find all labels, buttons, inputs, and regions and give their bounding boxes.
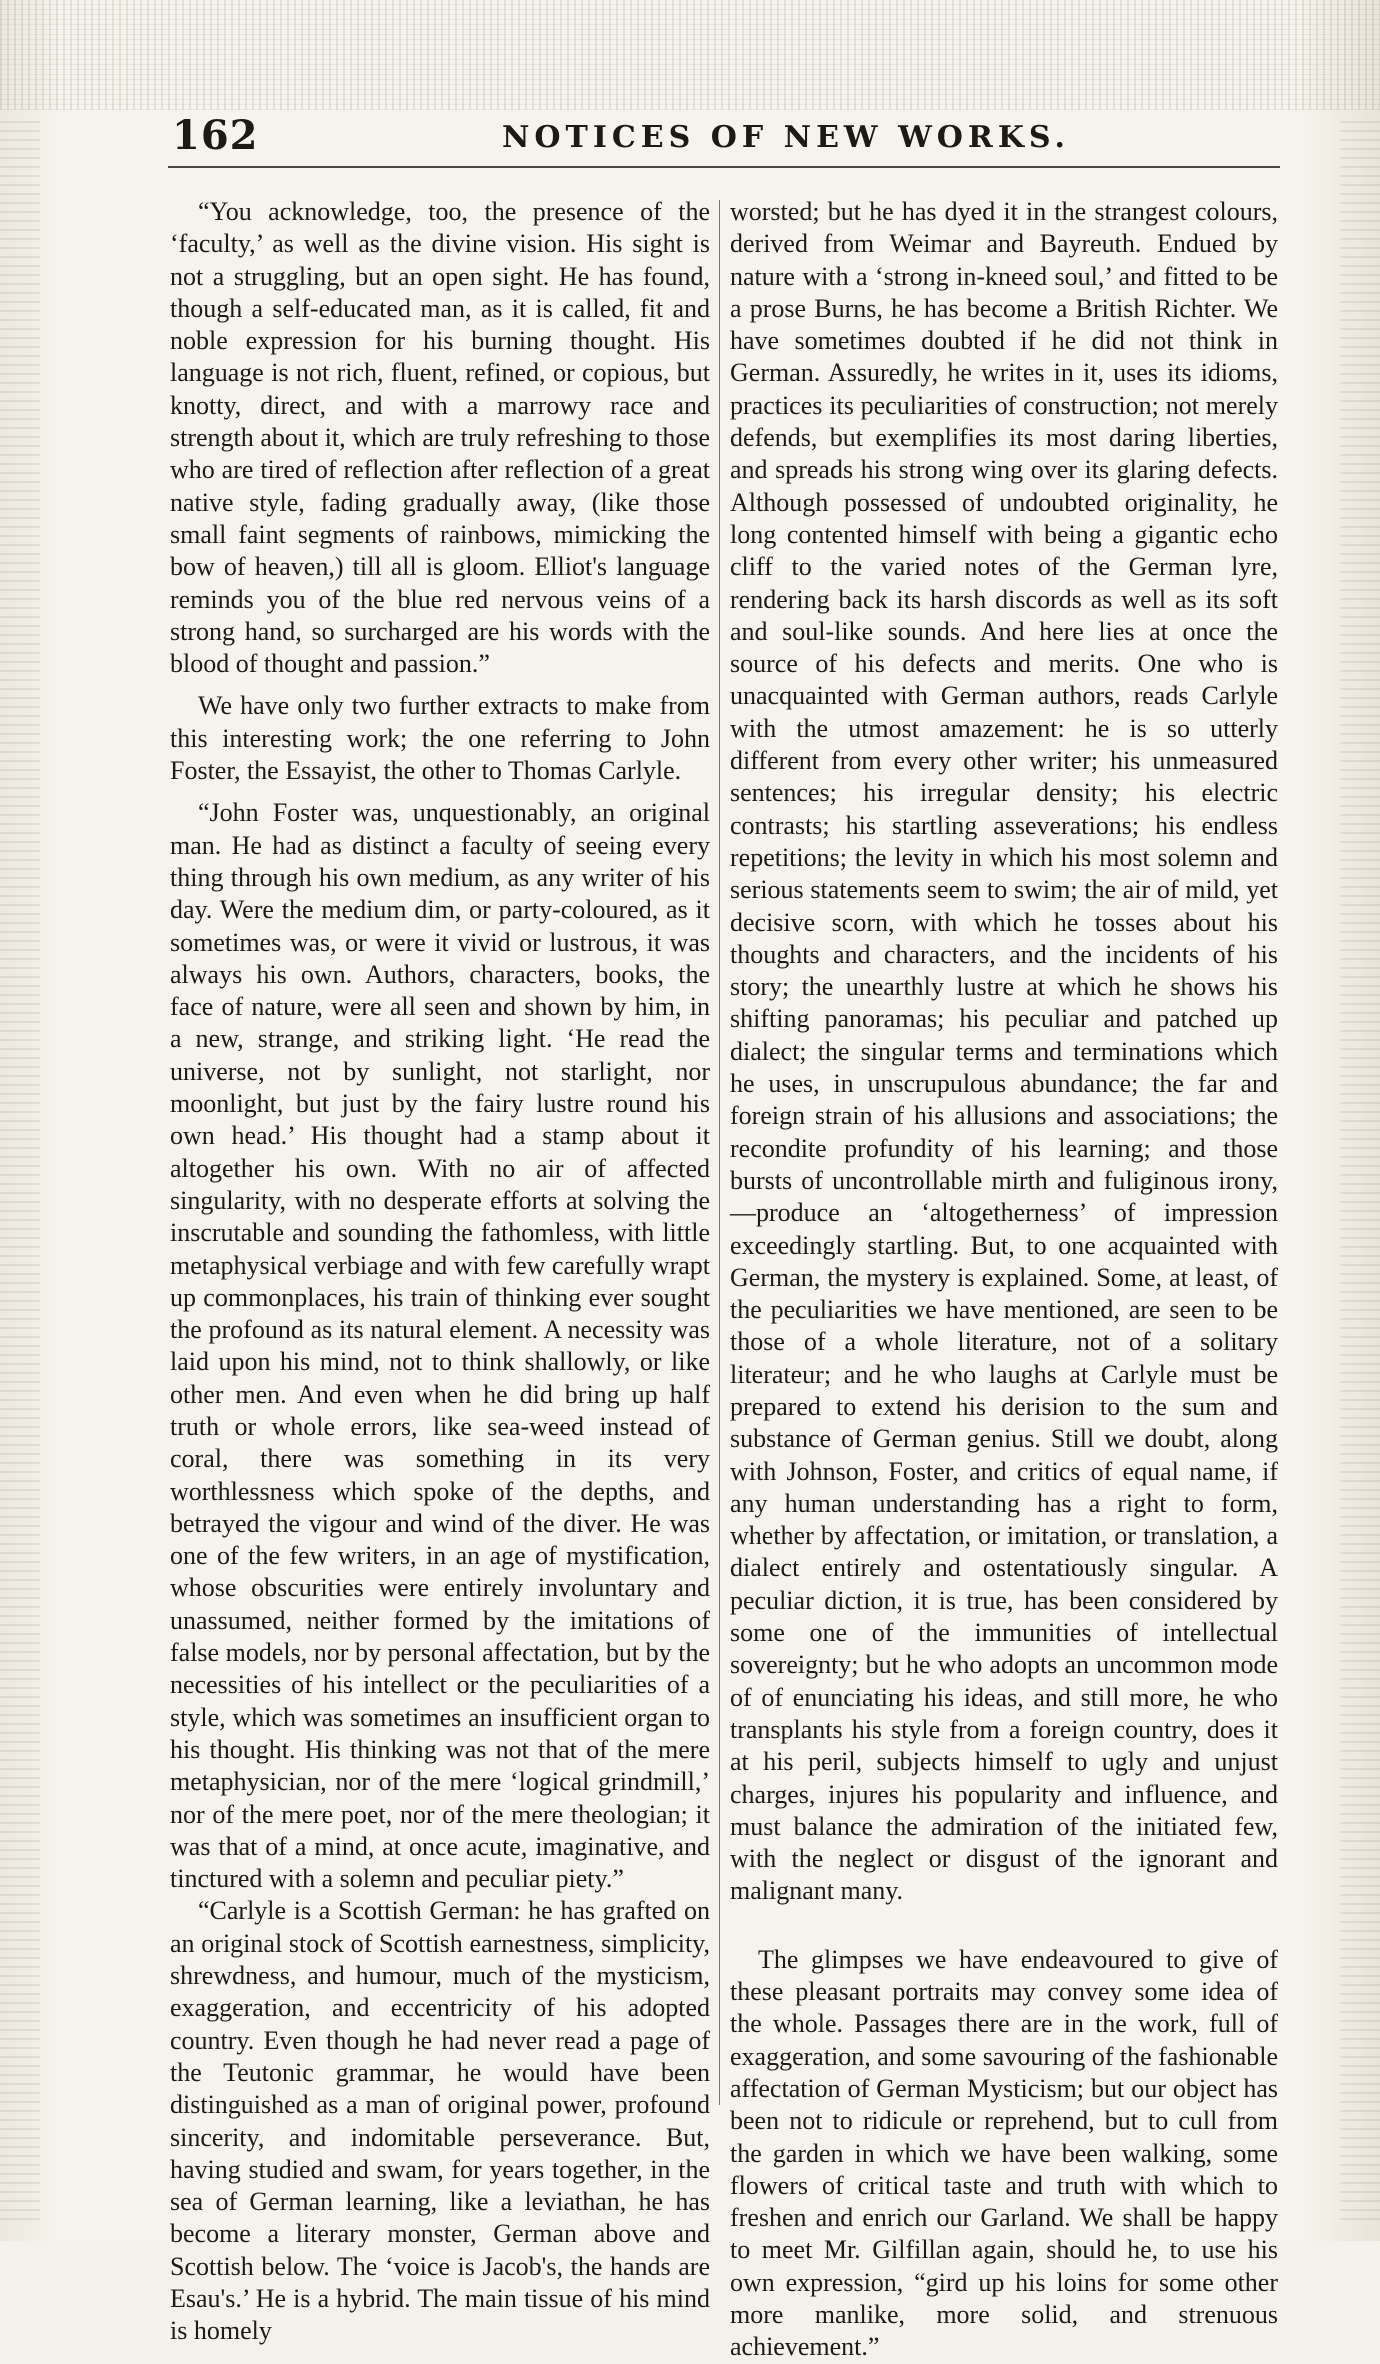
quote-elliot: “You acknowledge, too, the presence of the ‘faculty,’ as well as the divine vision. His sight is not a struggling, but an open sight. He has found, though a self-educated man, as it is called, fit and noble expression for his burning thought. His language is not rich, fluent, refined, or copious, but knotty, direct, and with a marrowy race and strength about it, which are truly refreshing to those who are tired of reflection after reflection of a great native style, fading gradually away, (like those small faint segments of rainbows, mimicking the bow of heaven,) till all is gloom. Elliot's language reminds you of the blue red nervous veins of a strong hand, so surcharged are his words with the blood of thought and passion.”	[170, 197, 710, 679]
column-divider	[719, 200, 720, 2105]
page-number: 162	[172, 112, 259, 159]
scan-noise	[0, 0, 1380, 110]
right-column	[730, 196, 1278, 2364]
closing-paragraph: The glimpses we have endeavoured to give of these pleasant portraits may convey some idea of the whole. Passages there are in the work, full of exaggeration, and some savouring of the fashionable affectation of German Mysticism; but our object has been not to ridicule or reprehend, but to cull from the garden in which we have been walking, some flowers of critical taste and truth with which to freshen and enrich our Garland. We shall be happy to meet Mr. Gilfillan again, should he, to use his own expression, “gird up his loins for some other more manlike, more solid, and strenuous achievement.”	[730, 1944, 1278, 2362]
running-head: NOTICES OF NEW WORKS.	[502, 120, 1070, 155]
page-header	[172, 112, 1232, 162]
header-rule	[168, 166, 1280, 168]
scan-edge-right	[1340, 120, 1380, 2220]
scan-edge-left	[0, 120, 40, 2220]
quote-carlyle-continued: worsted; but he has dyed it in the strangest colours, derived from Weimar and Bayreuth. Endued by nature with a ‘strong in-kneed soul,’ and fitted to be a prose Burns, he has become a British Richter. We have sometimes doubted if he did not think in German. Assuredly, he writes in it, uses its idioms, practices its peculiarities of construction; not merely defends, but exemplifies its most daring liberties, and spreads his strong wing over its glaring defects. Although possessed of undoubted originality, he long contented himself with being a gigantic echo cliff to the varied notes of the German lyre, rendering back its harsh discords as well as its soft and soul-like sounds. And here lies at once the source of his defects and merits. One who is unacquainted with German authors, reads Carlyle with the utmost amazement: he is so utterly different from every other writer; his unmeasured sentences; his irregular density; his electric contrasts; his startling asseverations; his endless repetitions; the levity in which his most solemn and serious statements seem to swim; the air of mild, yet decisive scorn, with which he tosses about his thoughts and characters, and the incidents of his story; the unearthly lustre at which he shows his shifting panoramas; his peculiar and patched up dialect; the singular terms and terminations which he uses, in unscrupulous abundance; the far and foreign strain of his allusions and associations; the recondite profundity of his learning; and those bursts of uncontrollable mirth and fuliginous irony,—produce an ‘altogetherness’ of impression exceedingly startling. But, to one acquainted with German, the mystery is explained. Some, at least, of the peculiarities we have mentioned, are seen to be those of a whole literature, not of a solitary literateur; and he who laughs at Carlyle must be prepared to extend his derision to the sum and substance of German genius. Still we doubt, along with Johnson, Foster, and critics of equal name, if any human understanding has a right to form, whether by affectation, or imitation, or translation, a dialect entirely and ostentatiously singular. A peculiar diction, it is true, has been considered by some one of the immunities of intellectual sovereignty; but he who adopts an uncommon mode of of enunciating his ideas, and still more, he who transplants his style from a foreign country, does it at his peril, subjects himself to ugly and unjust charges, injures his popularity and influence, and must balance the admiration of the initiated few, with the neglect or disgust of the ignorant and malignant many.	[730, 197, 1278, 1906]
intro-paragraph: We have only two further extracts to make from this interesting work; the one referring to John Foster, the Essayist, the other to Thomas Carlyle.	[170, 691, 710, 786]
quote-carlyle-start: “Carlyle is a Scottish German: he has grafted on an original stock of Scottish earnestness, simplicity, shrewdness, and humour, much of the mysticism, exaggeration, and eccentricity of his adopted country. Even though he had never read a page of the Teutonic grammar, he would have been distinguished as a man of original power, profound sincerity, and indomitable perseverance. But, having studied and swam, for years together, in the sea of German learning, like a leviathan, he has become a literary monster, German above and Scottish below. The ‘voice is Jacob's, the hands are Esau's.’ He is a hybrid. The main tissue of his mind is homely	[170, 1896, 710, 2346]
left-column	[170, 196, 710, 2348]
quote-foster: “John Foster was, unquestionably, an original man. He had as distinct a faculty of seeing every thing through his own medium, as any writer of his day. Were the medium dim, or party-coloured, as it sometimes was, or were it vivid or lustrous, it was always his own. Authors, characters, books, the face of nature, were all seen and shown by him, in a new, strange, and striking light. ‘He read the universe, not by sunlight, not starlight, nor moonlight, but just by the fairy lustre round his own head.’ His thought had a stamp about it altogether his own. With no air of affected singularity, with no desperate efforts at solving the inscrutable and sounding the fathomless, with little metaphysical verbiage and with few carefully wrapt up commonplaces, his train of thinking ever sought the profound as its natural element. A necessity was laid upon his mind, not to think shallowly, or like other men. And even when he did bring up half truth or whole errors, like sea-weed instead of coral, there was something in its very worthlessness which spoke of the depths, and betrayed the vigour and wind of the diver. He was one of the few writers, in an age of mystification, whose obscurities were entirely involuntary and unassumed, neither formed by the imitations of false models, nor by personal affectation, but by the necessities of his intellect or the peculiarities of a style, which was sometimes an insufficient organ to his thought. His thinking was not that of the mere metaphysician, nor of the mere ‘logical grindmill,’ nor of the mere poet, nor of the mere theologian; it was that of a mind, at once acute, imaginative, and tinctured with a solemn and peculiar piety.”	[170, 798, 710, 1894]
